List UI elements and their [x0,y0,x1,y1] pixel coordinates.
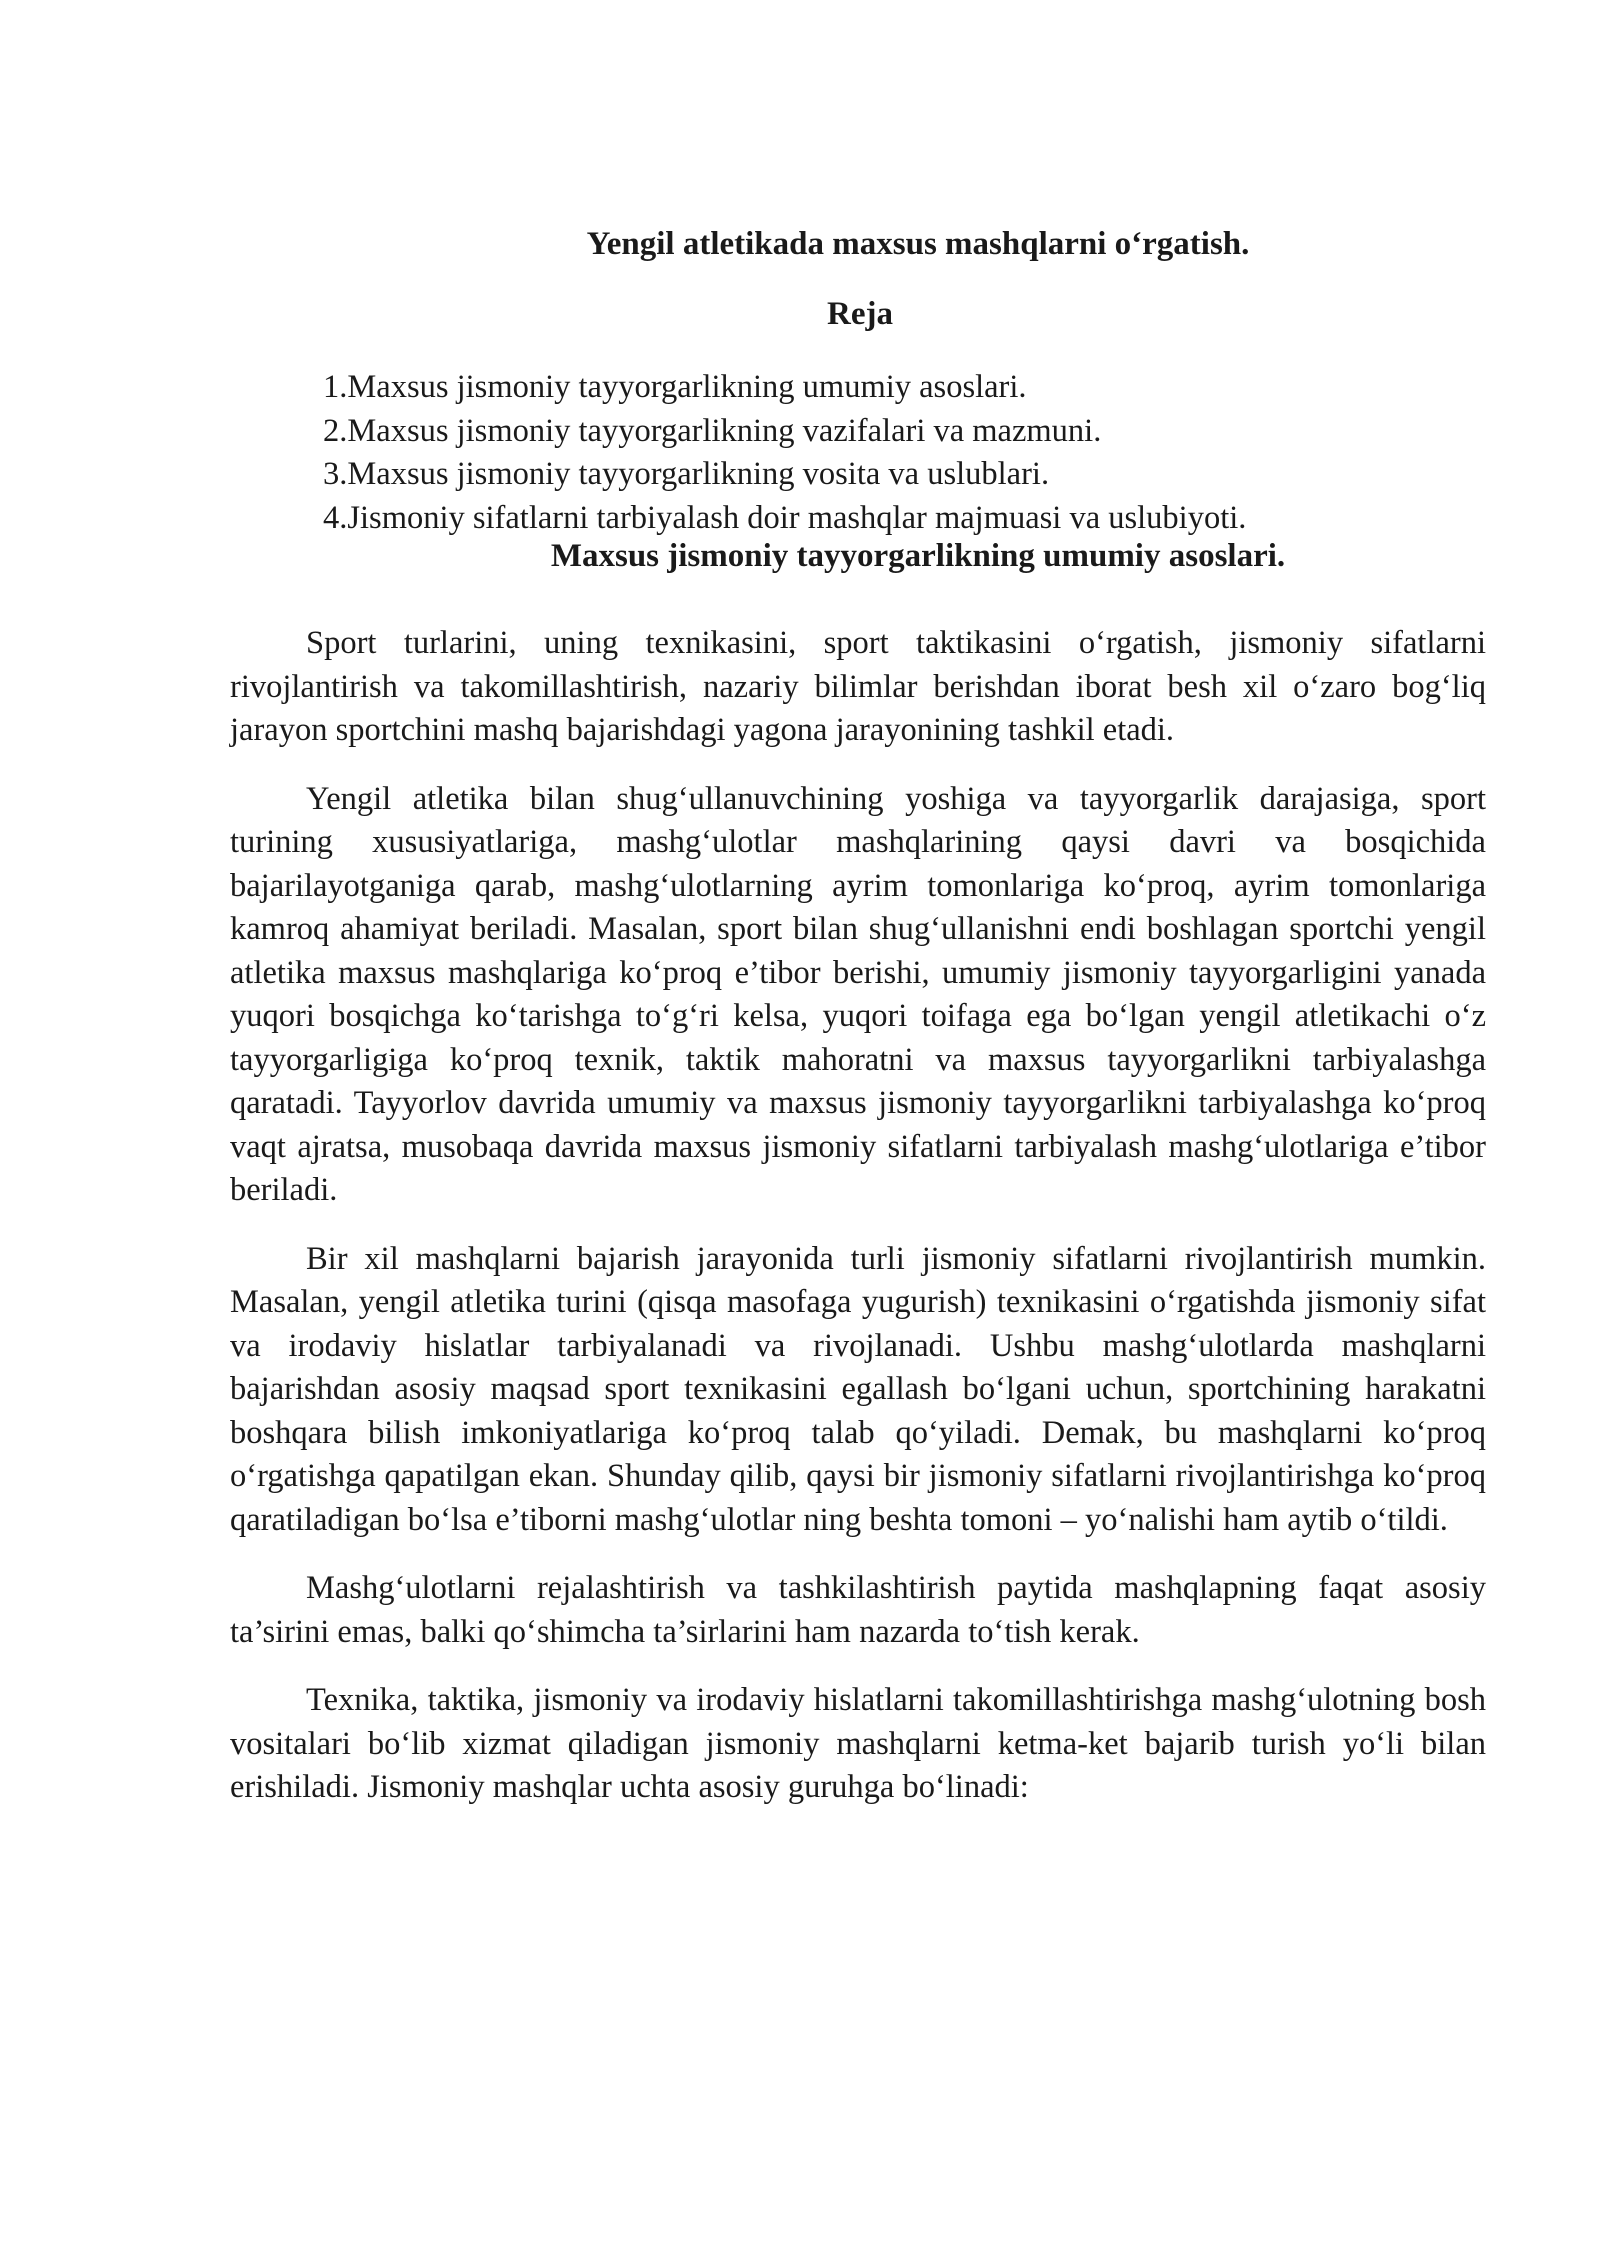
document-title: Yengil atletikada maxsus mashqlarni o‘rgatish. [586,226,1250,262]
plan-item: 3.Maxsus jismoniy tayyorgarlikning vosita va uslublari. [323,456,1050,492]
paragraph: Sport turlarini, uning texnikasini, sport taktikasini o‘rgatish, jismoniy sifatlarni rivojlantirish va takomillashtirish, nazariy bilimlar berishdan iborat besh xil o‘zaro bog‘liq jarayon sportchini mashq bajarishdagi yagona jarayonining tashkil etadi. [230,625,1486,748]
plan-item: 1.Maxsus jismoniy tayyorgarlikning umumiy asoslari. [323,369,1027,405]
paragraph: Texnika, taktika, jismoniy va irodaviy hislatlarni takomillashtirishga mashg‘ulotning bosh vositalari bo‘lib xizmat qiladigan jismoniy mashqlarni ketma-ket bajarib turish yo‘li bilan erishiladi. Jismoniy mashqlar uchta asosiy guruhga bo‘linadi: [230,1682,1486,1805]
plan-item: 2.Maxsus jismoniy tayyorgarlikning vazifalari va mazmuni. [323,412,1102,449]
paragraph: Yengil atletika bilan shug‘ullanuvchining yoshiga va tayyorgarlik darajasiga, sport turining xususiyatlariga, mashg‘ulotlar mashqlarining qaysi davri va bosqichida bajarilayotganiga qarab, mashg‘ulotlarning ayrim tomonlariga ko‘proq, ayrim tomonlariga kamroq ahamiyat beriladi. Masalan, sport bilan shug‘ullanishni endi boshlagan sportchi yengil atletika maxsus mashqlariga ko‘proq e’tibor berishi, umumiy jismoniy tayyorgarligini yanada yuqori bosqichga ko‘tarishga to‘g‘ri kelsa, yuqori toifaga ega bo‘lgan yengil atletikachi o‘z tayyorgarligiga ko‘proq texnik, taktik mahoratni va maxsus tayyorgarlikni tarbiyalashga qaratadi. Tayyorlov davrida umumiy va maxsus jismoniy tayyorgarlikni tarbiyalashga ko‘proq vaqt ajratsa, musobaqa davrida maxsus jismoniy sifatlarni tarbiyalash mashg‘ulotlariga e’tibor beriladi. [230,780,1486,1208]
body-text [230,622,1486,1835]
plan-heading: Reja [827,296,893,332]
section-heading: Maxsus jismoniy tayyorgarlikning umumiy asoslari. [550,538,1286,574]
paragraph: Mashg‘ulotlarni rejalashtirish va tashkilashtirish paytida mashqlapning faqat asosiy ta’sirini emas, balki qo‘shimcha ta’sirlarini ham nazarda to‘tish kerak. [230,1570,1486,1650]
plan-item: 4.Jismoniy sifatlarni tarbiyalash doir mashqlar majmuasi va uslubiyoti. [323,499,1247,536]
paragraph: Bir xil mashqlarni bajarish jarayonida turli jismoniy sifatlarni rivojlantirish mumkin. Masalan, yengil atletika turini (qisqa masofaga yugurish) texnikasini o‘rgatishda jismoniy sifat va irodaviy hislatlar tarbiyalanadi va rivojlanadi. Ushbu mashg‘ulotlarda mashqlarni bajarishdan asosiy maqsad sport texnikasini egallash bo‘lgani uchun, sportchining harakatni boshqara bilish imkoniyatlariga ko‘proq talab qo‘yiladi. Demak, bu mashqlarni ko‘proq o‘rgatishga qapatilgan ekan. Shunday qilib, qaysi bir jismoniy sifatlarni rivojlantirishga ko‘proq qaratiladigan bo‘lsa e’tiborni mashg‘ulotlar ning beshta tomoni – yo‘nalishi ham aytib o‘tildi. [230,1240,1486,1538]
plan-list [323,366,1246,540]
